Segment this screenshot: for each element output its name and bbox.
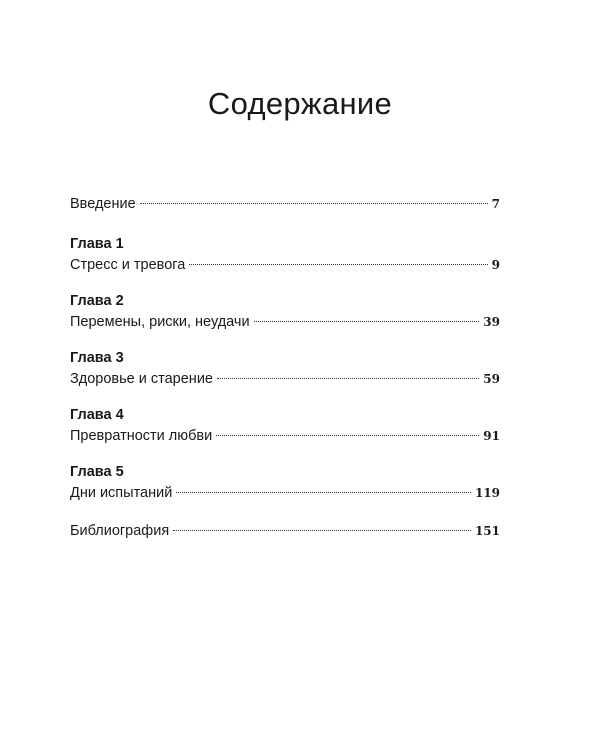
toc-entry-label: Стресс и тревога (70, 257, 186, 273)
toc-entry-label: Перемены, риски, неудачи (70, 314, 250, 330)
toc-entry-label: Дни испытаний (70, 485, 173, 501)
dot-leader (217, 378, 479, 379)
toc-page-number: 151 (474, 524, 500, 538)
dot-leader (140, 203, 488, 204)
toc-page-number: 9 (491, 258, 500, 272)
chapter-heading: Глава 5 (70, 464, 124, 480)
toc-entry-chapter-2 (70, 314, 500, 334)
toc-page-number: 7 (491, 197, 500, 211)
toc-entry-bibliography (70, 523, 500, 543)
dot-leader (176, 492, 471, 493)
chapter-heading: Глава 1 (70, 236, 124, 252)
bibliography-block (70, 523, 500, 543)
toc-entry-label: Библиография (70, 523, 170, 539)
dot-leader (173, 530, 471, 531)
toc-entry-label: Здоровье и старение (70, 371, 213, 387)
toc-page-number: 39 (483, 315, 500, 329)
toc-page-number: 91 (483, 429, 500, 443)
chapter-heading: Глава 2 (70, 293, 124, 309)
chapter-heading: Глава 4 (70, 407, 124, 423)
page-title: Содержание (207, 86, 393, 121)
toc-entry-chapter-5 (70, 485, 500, 505)
toc-entry-chapter-1 (70, 257, 500, 277)
chapter-heading: Глава 3 (70, 350, 124, 366)
toc-entry-chapter-4 (70, 428, 500, 448)
table-of-contents (70, 196, 500, 543)
toc-page-number: 119 (474, 486, 500, 500)
toc-page-number: 59 (483, 372, 500, 386)
chapter-block-3 (70, 348, 500, 391)
toc-entry-label: Превратности любви (70, 428, 213, 444)
dot-leader (189, 264, 487, 265)
dot-leader (216, 435, 479, 436)
toc-entry-introduction (70, 196, 500, 216)
toc-entry-chapter-3 (70, 371, 500, 391)
chapter-block-4 (70, 405, 500, 448)
chapter-block-1 (70, 234, 500, 277)
toc-entry-label: Введение (70, 196, 136, 212)
chapter-block-2 (70, 291, 500, 334)
chapter-block-5 (70, 462, 500, 505)
dot-leader (254, 321, 480, 322)
